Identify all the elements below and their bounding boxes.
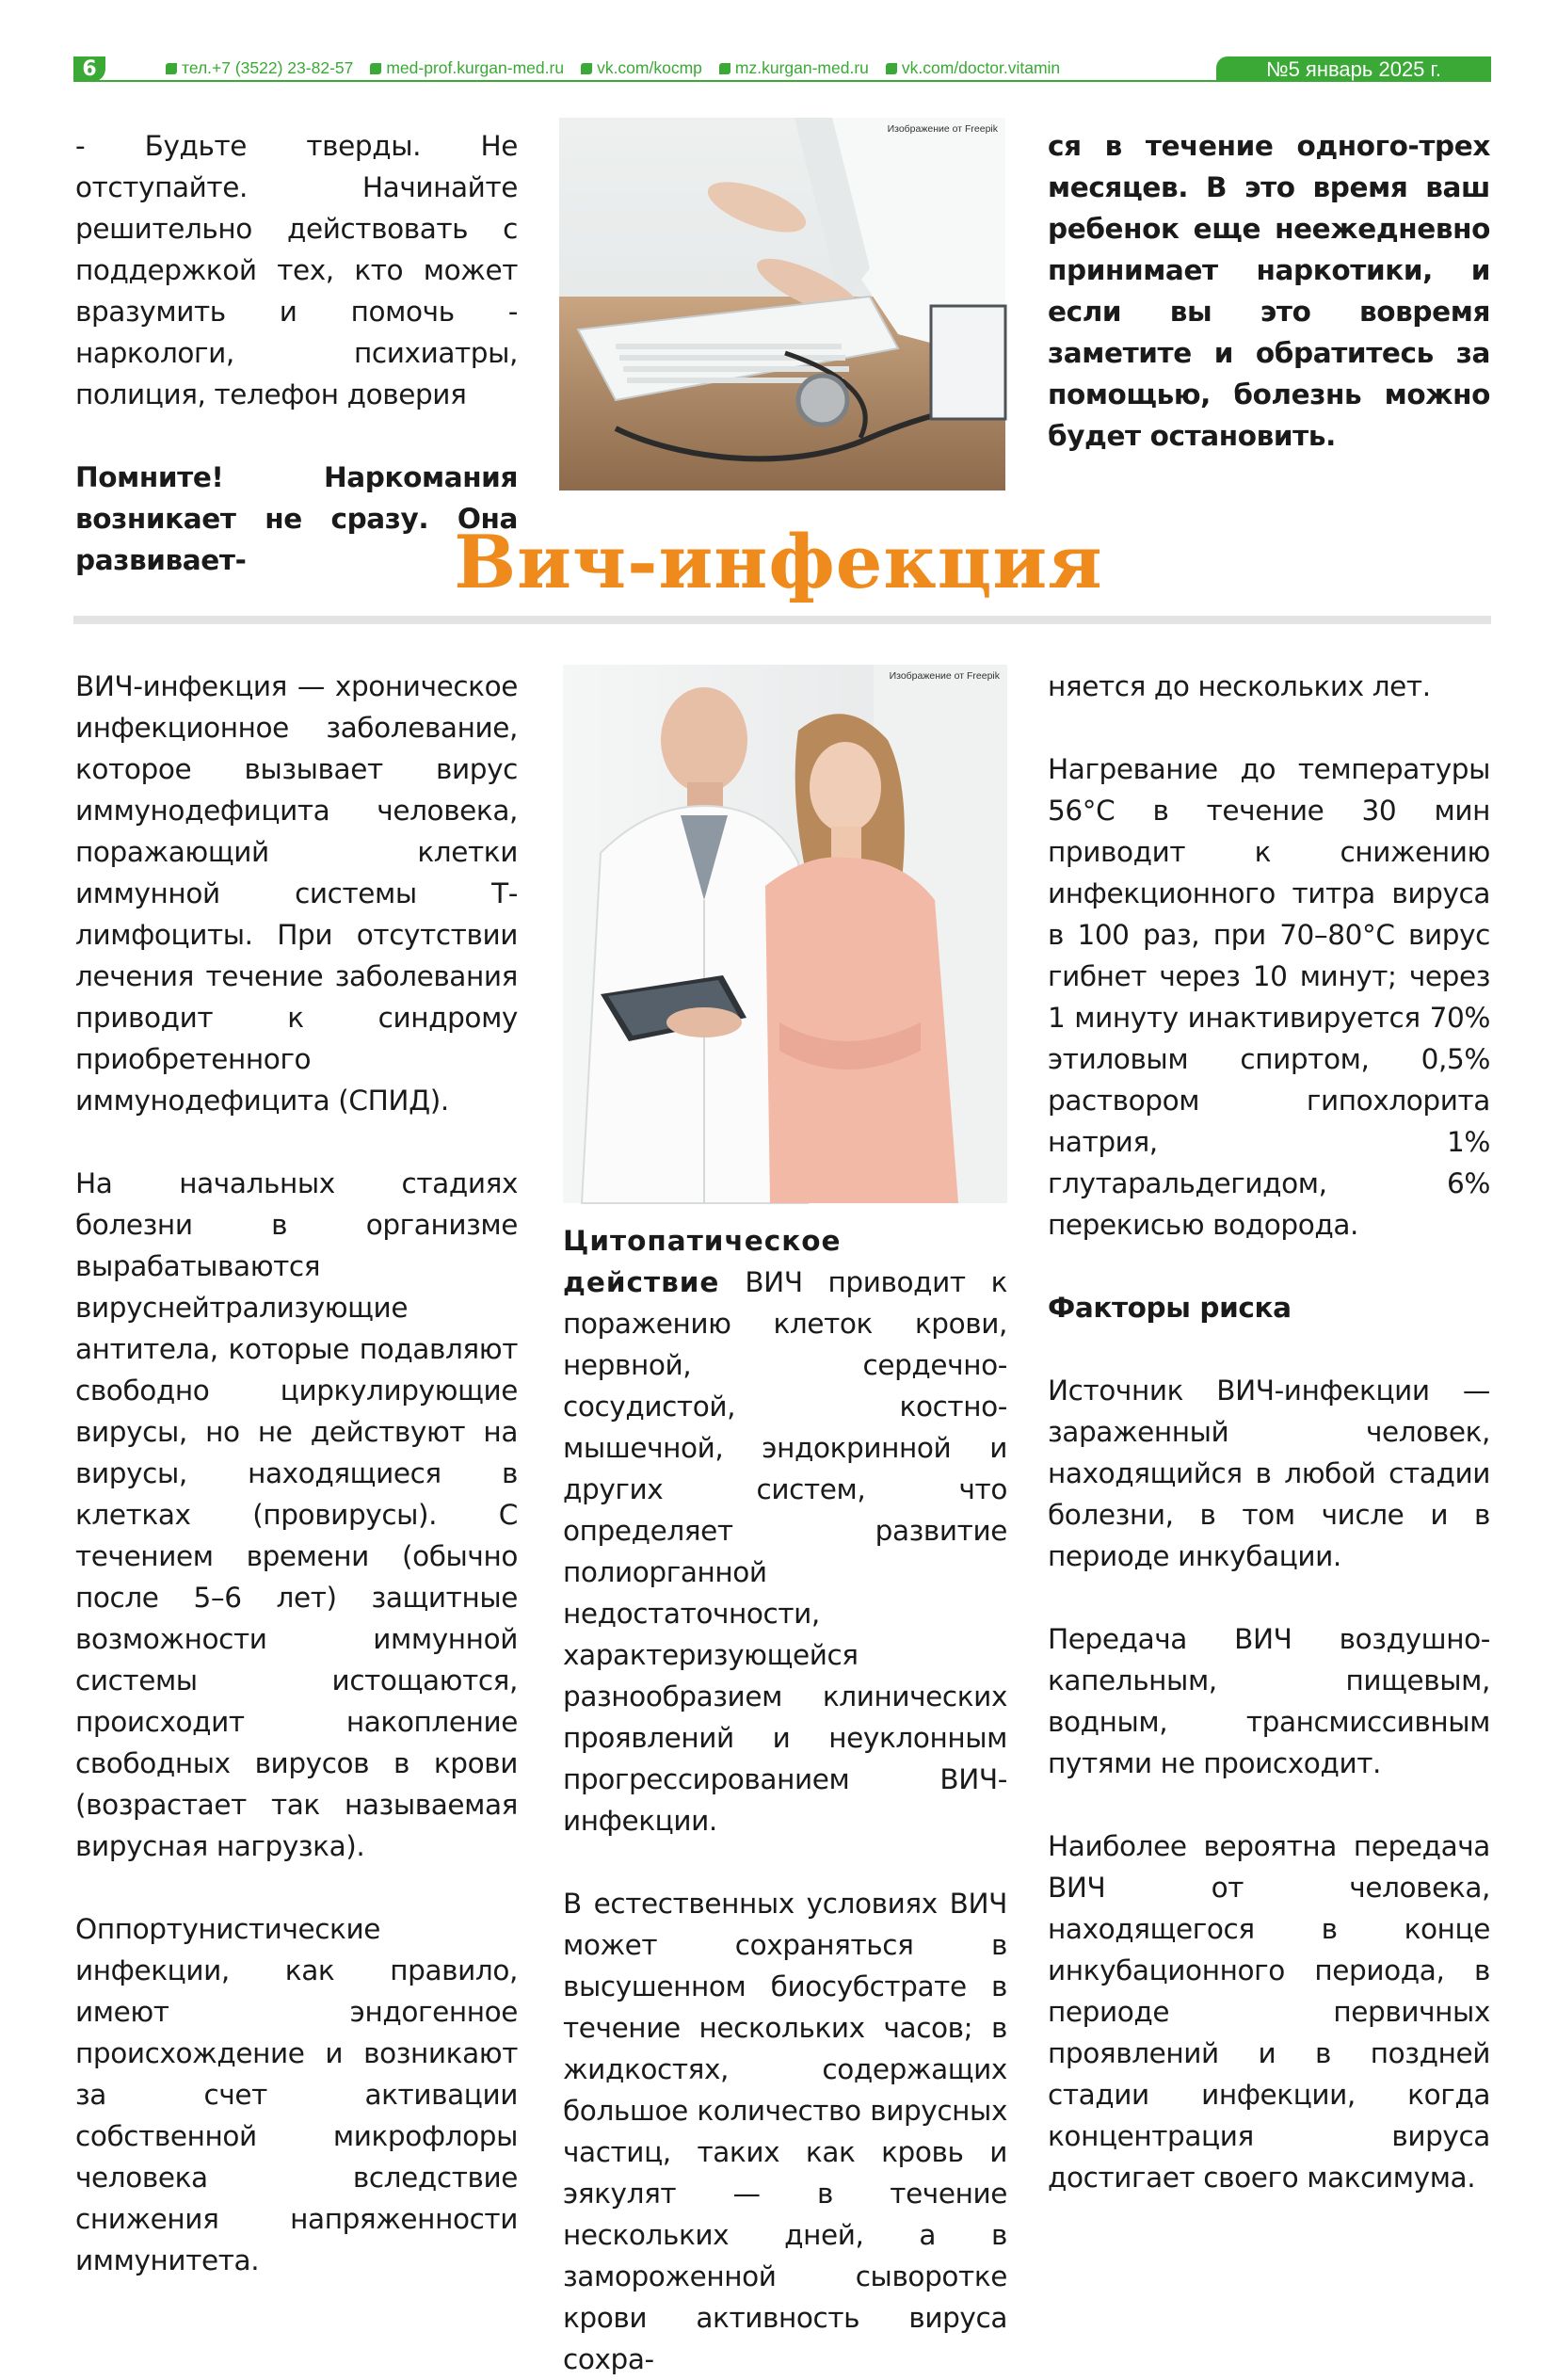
contact-phone [166,58,353,78]
advice-paragraph: - Будьте тверды. Не отступайте. Начинайте решительно действовать с поддержкой тех, кто может вразумить и помочь - наркологи, психиатры, полиция, телефон доверия [75,130,518,410]
continued-survival-paragraph: няется до нескольких лет. [1048,670,1431,702]
contact-text: med-prof.kurgan-med.ru [386,58,565,77]
top-right-column [1048,125,1490,457]
leaf-bullet-icon [166,63,177,74]
leaf-bullet-icon [886,63,897,74]
photo-credit: Изображение от Freepik [887,123,998,135]
doctor-keyboard-photo [559,118,1005,490]
doctor-patient-image [563,665,1007,1203]
cytopathic-lead-text: Цитопатическое действие [563,1225,842,1298]
doctor-patient-photo [563,665,1007,1203]
doctor-keyboard-image [559,118,1005,490]
leaf-bullet-icon [719,63,730,74]
opportunistic-paragraph: Оппортунистические инфекции, как правило, имеют эндогенное происхождение и возникают за счет активации собственной микрофлоры человека вследствие снижения напряженности иммунитета. [75,1913,518,2276]
early-stages-paragraph: На начальных стадиях болезни в организме вырабатываются вируснейтрализующие антитела, которые подавляют свободно циркулирующие вирусы, но не действуют на вирусы, находящиеся в клетках (провирусы). С течением времени (обычно после 5–6 лет) защитные возможности иммунной системы истощаются, происходит накопление свободных вирусов в крови (возрастает так называемая вирусная нагрузка). [75,1167,518,1862]
transmission-paragraph: Передача ВИЧ воздушно-капельным, пищевым, водным, трансмиссивным путями не происходит. [1048,1623,1490,1779]
infection-source-paragraph: Источник ВИЧ-инфекции — зараженный человек, находящийся в любой стадии болезни, в том числе и в периоде инкубации. [1048,1375,1490,1572]
risk-factors-heading: Факторы риска [1048,1292,1292,1324]
top-left-column [75,125,518,581]
headline-rule [73,616,1491,624]
article-headline: Вич-инфекция [454,520,1103,605]
cytopathic-lead [563,1220,1007,2380]
leaf-bullet-icon [370,63,381,74]
page-header [73,56,1491,82]
contact-bar [166,56,1060,80]
survival-paragraph: В естественных условиях ВИЧ может сохраняться в высушенном биосубстрате в течение нескольких часов; в жидкостях, содержащих большое количество вирусных частиц, таких как кровь и эякулят — в течение нескольких дней, а в замороженной сыворотке крови активность вируса сохра- [563,1888,1007,2375]
photo-credit: Изображение от Freepik [889,670,1000,682]
heating-paragraph: Нагревание до температуры 56°С в течение 30 мин приводит к снижению инфекционного титра вируса в 100 раз, при 70–80°С вирус гибнет через 10 минут; через 1 минуту инактивируется 70% этиловым спиртом, 0,5% раствором гипохлорита натрия, 1% глутаральдегидом, 6% перекисью водорода. [1048,753,1490,1241]
article-column-1 [75,666,518,2281]
contact-text: vk.com/kocmp [597,58,702,77]
contact-website-mz[interactable] [719,58,869,78]
contact-vk-kocmp[interactable] [581,58,702,78]
contact-text: vk.com/doctor.vitamin [901,58,1061,77]
page-number: 6 [73,56,105,82]
reminder-paragraph: Помните! Наркомания возникает не сразу. Она развивает- [75,461,518,576]
contact-text: тел.+7 (3522) 23-82-57 [182,58,354,77]
issue-badge: №5 январь 2025 г. [1216,56,1491,82]
contact-vk-doctor-vitamin[interactable] [886,58,1060,78]
leaf-bullet-icon [581,63,592,74]
article-column-3 [1048,666,1490,2198]
definition-paragraph: ВИЧ-инфекция — хроническое инфекционное заболевание, которое вызывает вирус иммунодефицита человека, поражающий клетки иммунной системы Т-лимфоциты. При отсутствии лечения течение заболевания приводит к синдрому приобретенного иммунодефицита (СПИД). [75,670,518,1117]
likely-transmission-paragraph: Наиболее вероятна передача ВИЧ от человека, находящегося в конце инкубационного периода, в периоде первичных проявлений и в поздней стадии инфекции, когда концентрация вируса достигает своего максимума. [1048,1830,1490,2194]
continued-paragraph: ся в течение одного-трех месяцев. В это время ваш ребенок еще неежедневно принимает наркотики, и если вы это вовремя заметите и обратитесь за помощью, болезнь можно будет остановить. [1048,130,1490,452]
cytopathic-text: ВИЧ приводит к поражению клеток крови, нервной, сердечно-сосудистой, костно-мышечной, эндокринной и других систем, что определяет развитие полиорганной недостаточности, характеризующейся разнообразием клинических проявлений и неуклонным прогрессированием ВИЧ-инфекции. [563,1266,1008,1837]
contact-website-med-prof[interactable] [370,58,564,78]
contact-text: mz.kurgan-med.ru [734,58,869,77]
